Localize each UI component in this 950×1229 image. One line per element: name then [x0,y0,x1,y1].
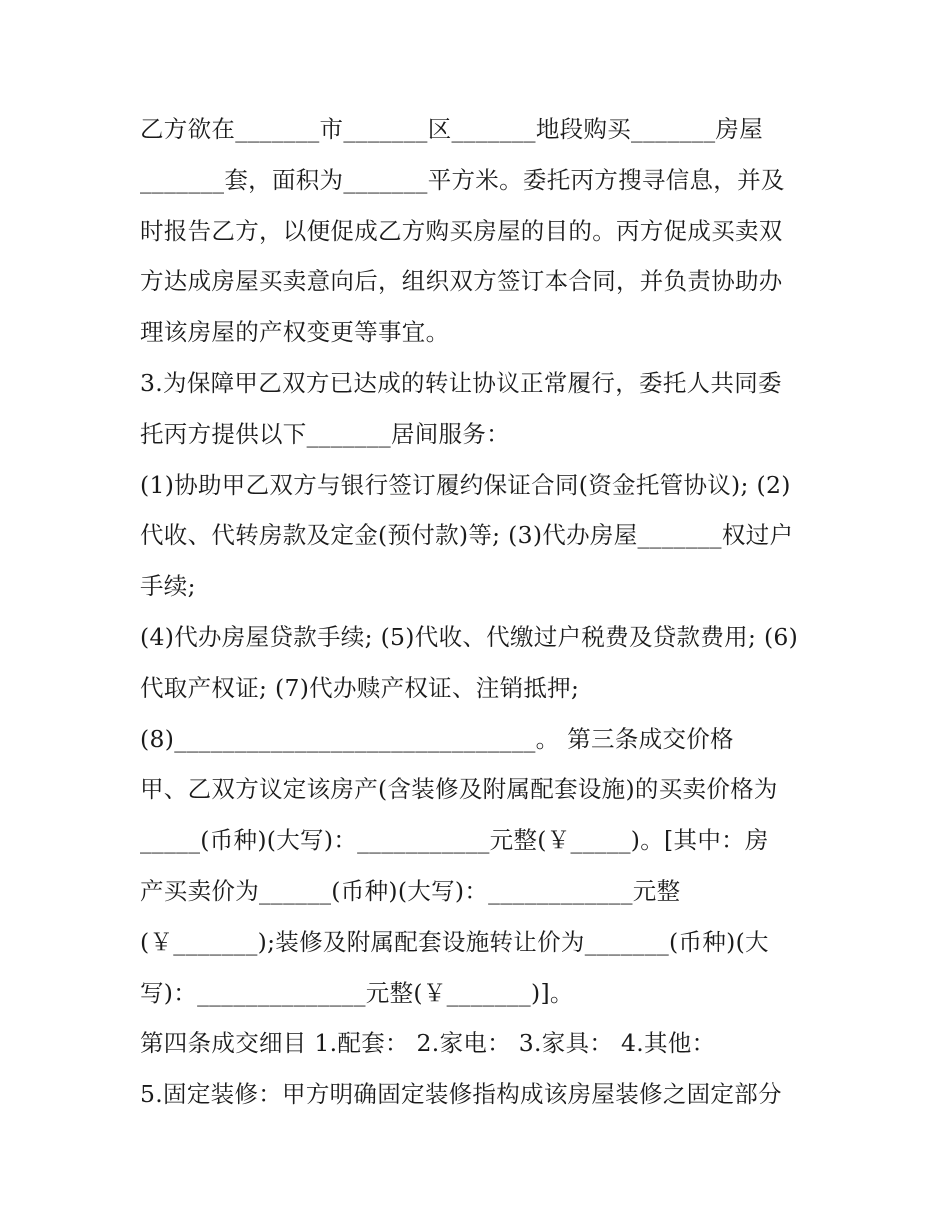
text-line-11: (4)代办房屋贷款手续; (5)代收、代缴过户税费及贷款费用; (6) [140,622,799,651]
text-line-2: _______套，面积为_______平方米。委托丙方搜寻信息，并及 [140,165,785,194]
text-line-8: (1)协助甲乙双方与银行签订履约保证合同(资金托管协议); (2) [140,470,791,499]
contract-text-body [140,104,820,1120]
text-line-3: 时报告乙方，以便促成乙方购买房屋的目的。丙方促成买卖双 [140,216,783,245]
text-line-15: _____(币种)(大写)：___________元整(￥_____)。[其中：房 [140,826,769,855]
text-line-1: 乙方欲在_______市_______区_______地段购买_______房屋 [140,115,763,143]
text-line-16: 产买卖价为______(币种)(大写)：____________元整 [140,876,681,905]
text-line-4: 方达成房屋买卖意向后，组织双方签订本合同，并负责协助办 [140,267,783,296]
text-line-19: 第四条成交细目 1.配套： 2.家电： 3.家具： 4.其他： [140,1029,716,1058]
text-line-5: 理该房屋的产权变更等事宜。 [140,318,450,347]
text-line-12: 代取产权证; (7)代办赎产权证、注销抵押; [140,673,580,702]
text-line-14: 甲、乙双方议定该房产(含装修及附属配套设施)的买卖价格为 [140,775,778,804]
text-line-9: 代收、代转房款及定金(预付款)等; (3)代办房屋_______权过户 [140,521,794,550]
text-line-13: (8)______________________________。 第三条成交价格 [140,724,734,753]
text-line-7: 托丙方提供以下_______居间服务： [140,419,510,448]
text-line-20: 5.固定装修：甲方明确固定装修指构成该房屋装修之固定部分 [140,1080,782,1109]
text-line-18: 写)：______________元整(￥_______)]。 [140,978,574,1007]
text-line-6: 3.为保障甲乙双方已达成的转让协议正常履行，委托人共同委 [140,368,782,397]
text-line-17: (￥_______);装修及附属配套设施转让价为_______(币种)(大 [140,927,769,956]
text-line-10: 手续; [140,572,196,601]
